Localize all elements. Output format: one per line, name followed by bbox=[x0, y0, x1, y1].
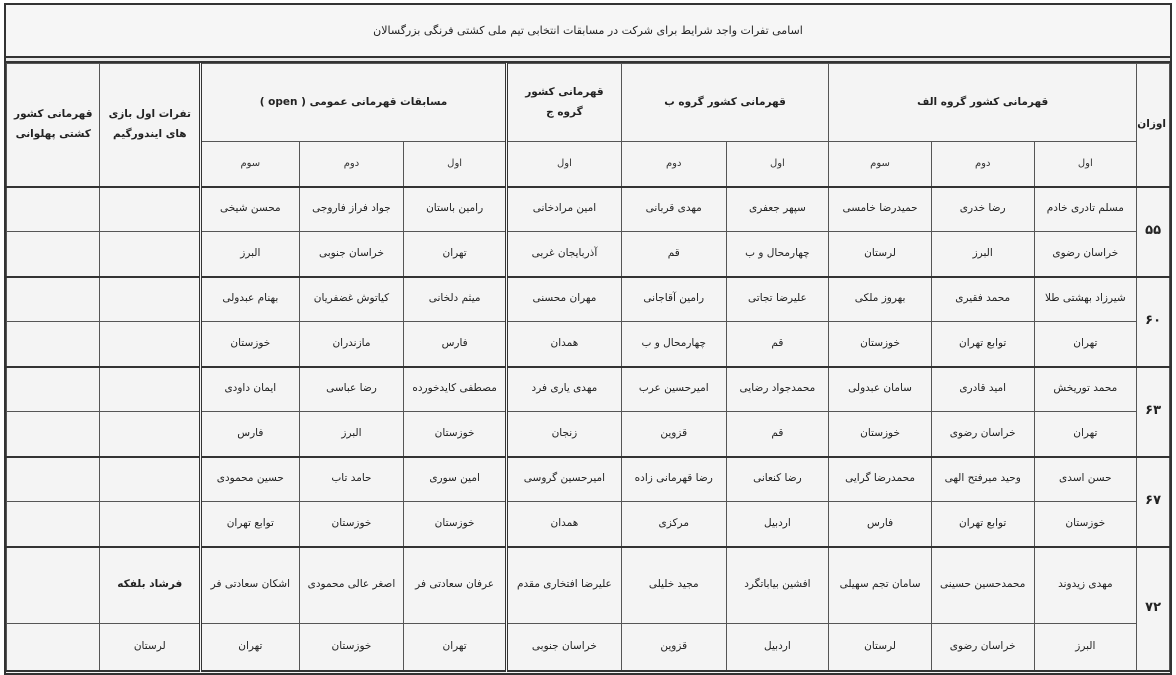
province-cell: خوزستان bbox=[299, 624, 404, 671]
province-cell: همدان bbox=[506, 502, 621, 547]
athlete-name-cell bbox=[7, 457, 100, 502]
province-cell bbox=[100, 412, 201, 457]
athlete-name-cell bbox=[100, 277, 201, 322]
table-row bbox=[7, 624, 1170, 671]
province-cell: قم bbox=[726, 412, 829, 457]
athlete-name-cell: محمدرضا گرایی bbox=[829, 457, 932, 502]
athlete-name-cell: بهروز ملکی bbox=[829, 277, 932, 322]
province-cell bbox=[7, 232, 100, 277]
athlete-name-cell: مهدی قربانی bbox=[621, 187, 726, 232]
athlete-name-cell: حمیدرضا خامسی bbox=[829, 187, 932, 232]
table-row bbox=[7, 367, 1170, 412]
athlete-name-cell: سامان عبدولی bbox=[829, 367, 932, 412]
subheader-open-first: اول bbox=[404, 142, 507, 187]
province-cell: تهران bbox=[1034, 322, 1137, 367]
province-cell: لرستان bbox=[829, 232, 932, 277]
athlete-name-cell bbox=[100, 457, 201, 502]
province-cell: توابع تهران bbox=[931, 502, 1034, 547]
athlete-name-cell: رضا خدری bbox=[931, 187, 1034, 232]
province-cell: تهران bbox=[404, 624, 507, 671]
province-cell: مازندران bbox=[299, 322, 404, 367]
athlete-name-cell: رامین آقاجانی bbox=[621, 277, 726, 322]
province-cell: اردبیل bbox=[726, 502, 829, 547]
table-row bbox=[7, 322, 1170, 367]
subheader-a-third: سوم bbox=[829, 142, 932, 187]
athlete-name-cell: مهدی یاری فرد bbox=[506, 367, 621, 412]
table-row bbox=[7, 457, 1170, 502]
province-cell bbox=[100, 502, 201, 547]
athlete-name-cell: رضا عباسی bbox=[299, 367, 404, 412]
province-cell: فارس bbox=[201, 412, 300, 457]
province-cell: قم bbox=[621, 232, 726, 277]
athlete-name-cell: سپهر جعفری bbox=[726, 187, 829, 232]
province-cell: اردبیل bbox=[726, 624, 829, 671]
weight-class-cell: ۶۷ bbox=[1137, 457, 1170, 547]
athlete-name-cell: بهنام عبدولی bbox=[201, 277, 300, 322]
province-cell: تهران bbox=[201, 624, 300, 671]
qualifiers-table bbox=[6, 63, 1170, 672]
athlete-name-cell: حسین محمودی bbox=[201, 457, 300, 502]
province-cell: فارس bbox=[829, 502, 932, 547]
athlete-name-cell: فرشاد بلفکه bbox=[100, 547, 201, 624]
athlete-name-cell: محمد فقیری bbox=[931, 277, 1034, 322]
document-page bbox=[4, 3, 1172, 675]
province-cell: البرز bbox=[299, 412, 404, 457]
province-cell: البرز bbox=[201, 232, 300, 277]
athlete-name-cell: محمدجواد رضایی bbox=[726, 367, 829, 412]
athlete-name-cell: کیاتوش غضفریان bbox=[299, 277, 404, 322]
province-cell: خراسان رضوی bbox=[1034, 232, 1137, 277]
province-cell: خراسان رضوی bbox=[931, 624, 1034, 671]
province-cell bbox=[100, 232, 201, 277]
province-cell: خوزستان bbox=[1034, 502, 1137, 547]
province-cell: قزوین bbox=[621, 412, 726, 457]
athlete-name-cell bbox=[7, 187, 100, 232]
header-group-a: قهرمانی کشور گروه الف bbox=[829, 64, 1137, 142]
athlete-name-cell bbox=[100, 367, 201, 412]
header-open: مسابقات قهرمانی عمومی ( open ) bbox=[201, 64, 507, 142]
table-row bbox=[7, 232, 1170, 277]
athlete-name-cell: امید قادری bbox=[931, 367, 1034, 412]
header-group-c: قهرمانی کشور گروه ج bbox=[506, 64, 621, 142]
athlete-name-cell: محمدحسین حسینی bbox=[931, 547, 1034, 624]
athlete-name-cell: امین سوری bbox=[404, 457, 507, 502]
athlete-name-cell: علیرضا افتخاری مقدم bbox=[506, 547, 621, 624]
subheader-c-first: اول bbox=[506, 142, 621, 187]
province-cell: چهارمحال و ب bbox=[726, 232, 829, 277]
subheader-open-second: دوم bbox=[299, 142, 404, 187]
athlete-name-cell: محمد توریخش bbox=[1034, 367, 1137, 412]
province-cell: خوزستان bbox=[404, 412, 507, 457]
athlete-name-cell: رامین باستان bbox=[404, 187, 507, 232]
athlete-name-cell: اصغر عالی محمودی bbox=[299, 547, 404, 624]
athlete-name-cell: حسن اسدی bbox=[1034, 457, 1137, 502]
province-cell: لرستان bbox=[829, 624, 932, 671]
athlete-name-cell: امیرحسین عرب bbox=[621, 367, 726, 412]
province-cell bbox=[7, 624, 100, 671]
header-weight: اوزان bbox=[1137, 64, 1170, 187]
province-cell: البرز bbox=[1034, 624, 1137, 671]
subheader-a-second: دوم bbox=[931, 142, 1034, 187]
province-cell bbox=[100, 322, 201, 367]
athlete-name-cell bbox=[7, 367, 100, 412]
athlete-name-cell: میثم دلخانی bbox=[404, 277, 507, 322]
table-row bbox=[7, 502, 1170, 547]
athlete-name-cell: رضا قهرمانی زاده bbox=[621, 457, 726, 502]
province-cell: قم bbox=[726, 322, 829, 367]
athlete-name-cell: وحید میرفتح الهی bbox=[931, 457, 1034, 502]
subheader-open-third: سوم bbox=[201, 142, 300, 187]
province-cell: آذربایجان غربی bbox=[506, 232, 621, 277]
athlete-name-cell: ایمان داودی bbox=[201, 367, 300, 412]
athlete-name-cell bbox=[100, 187, 201, 232]
province-cell: زنجان bbox=[506, 412, 621, 457]
athlete-name-cell bbox=[7, 277, 100, 322]
athlete-name-cell bbox=[7, 547, 100, 624]
athlete-name-cell: افشین بیاباتگرد bbox=[726, 547, 829, 624]
province-cell: البرز bbox=[931, 232, 1034, 277]
province-cell: خوزستان bbox=[829, 322, 932, 367]
table-row bbox=[7, 547, 1170, 624]
province-cell bbox=[7, 322, 100, 367]
header-indoor: تفرات اول بازی های ایندورگیم bbox=[100, 64, 201, 187]
athlete-name-cell: مهدی زیدوند bbox=[1034, 547, 1137, 624]
province-cell: توابع تهران bbox=[201, 502, 300, 547]
table-body bbox=[7, 187, 1170, 671]
province-cell: خوزستان bbox=[201, 322, 300, 367]
athlete-name-cell: مصطفی کایدخورده bbox=[404, 367, 507, 412]
province-cell: تهران bbox=[404, 232, 507, 277]
athlete-name-cell: رضا کنعانی bbox=[726, 457, 829, 502]
page-title: اسامی تفرات واجد شرایط برای شرکت در مسابقات انتخابی تیم ملی کشتی فرنگی بزرگسالان bbox=[6, 5, 1170, 58]
athlete-name-cell: جواد فراز فاروجی bbox=[299, 187, 404, 232]
athlete-name-cell: امیرحسین گروسی bbox=[506, 457, 621, 502]
athlete-name-cell: مهران محسنی bbox=[506, 277, 621, 322]
athlete-name-cell: سامان تجم سهیلی bbox=[829, 547, 932, 624]
table-row bbox=[7, 412, 1170, 457]
province-cell: خراسان جنوبی bbox=[299, 232, 404, 277]
province-cell: قزوین bbox=[621, 624, 726, 671]
athlete-name-cell: محسن شیخی bbox=[201, 187, 300, 232]
province-cell: چهارمحال و ب bbox=[621, 322, 726, 367]
province-cell: توابع تهران bbox=[931, 322, 1034, 367]
weight-class-cell: ۵۵ bbox=[1137, 187, 1170, 277]
weight-class-cell: ۶۳ bbox=[1137, 367, 1170, 457]
header-pahlevani: قهرمانی کشور کشتی پهلوانی bbox=[7, 64, 100, 187]
subheader-b-first: اول bbox=[726, 142, 829, 187]
athlete-name-cell: مسلم تادری خادم bbox=[1034, 187, 1137, 232]
province-cell: خوزستان bbox=[299, 502, 404, 547]
athlete-name-cell: حامد تاب bbox=[299, 457, 404, 502]
province-cell: فارس bbox=[404, 322, 507, 367]
province-cell: خوزستان bbox=[829, 412, 932, 457]
province-cell bbox=[7, 412, 100, 457]
athlete-name-cell: شیرزاد بهشتی طلا bbox=[1034, 277, 1137, 322]
table-row bbox=[7, 187, 1170, 232]
athlete-name-cell: اشکان سعادتی فر bbox=[201, 547, 300, 624]
weight-class-cell: ۶۰ bbox=[1137, 277, 1170, 367]
header-group-b: قهرمانی کشور گروه ب bbox=[621, 64, 828, 142]
province-cell bbox=[7, 502, 100, 547]
subheader-b-second: دوم bbox=[621, 142, 726, 187]
table-row bbox=[7, 277, 1170, 322]
province-cell: خوزستان bbox=[404, 502, 507, 547]
province-cell: تهران bbox=[1034, 412, 1137, 457]
athlete-name-cell: مجید خلیلی bbox=[621, 547, 726, 624]
athlete-name-cell: امین مرادخانی bbox=[506, 187, 621, 232]
province-cell: مرکزی bbox=[621, 502, 726, 547]
province-cell: لرستان bbox=[100, 624, 201, 671]
weight-class-cell: ۷۲ bbox=[1137, 547, 1170, 671]
athlete-name-cell: علیرضا تجاتی bbox=[726, 277, 829, 322]
province-cell: خراسان جنوبی bbox=[506, 624, 621, 671]
subheader-a-first: اول bbox=[1034, 142, 1137, 187]
province-cell: خراسان رضوی bbox=[931, 412, 1034, 457]
athlete-name-cell: عرفان سعادتی فر bbox=[404, 547, 507, 624]
province-cell: همدان bbox=[506, 322, 621, 367]
